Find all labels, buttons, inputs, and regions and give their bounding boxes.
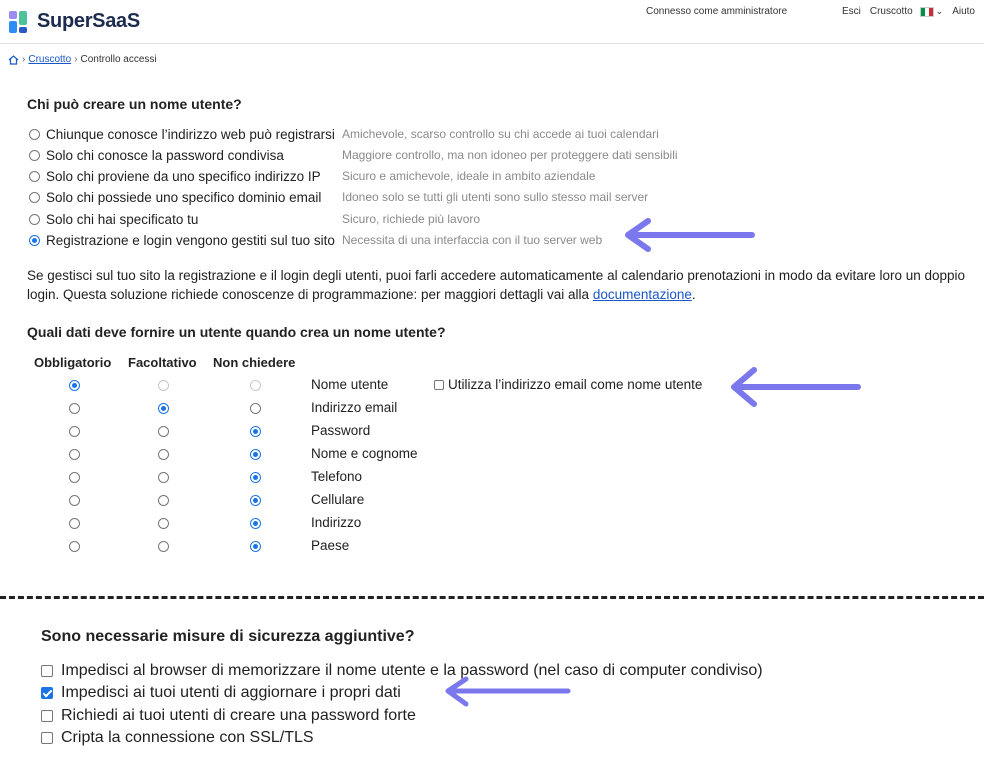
optional-radio[interactable] <box>158 403 169 414</box>
field-label: Cellulare <box>311 492 365 507</box>
who-option-radio[interactable] <box>29 150 40 161</box>
who-option-label: Solo chi conosce la password condivisa <box>46 147 284 163</box>
who-option-radio[interactable] <box>29 235 40 246</box>
field-row <box>0 490 600 512</box>
required-radio[interactable] <box>69 426 80 437</box>
explanation-end: . <box>691 287 696 302</box>
field-row <box>0 444 600 466</box>
explanation-paragraph <box>27 266 967 304</box>
required-radio[interactable] <box>69 449 80 460</box>
who-option-radio[interactable] <box>29 214 40 225</box>
required-radio[interactable] <box>69 518 80 529</box>
breadcrumb-current: Controllo accessi <box>80 54 157 65</box>
do-not-ask-radio[interactable] <box>250 449 261 460</box>
who-option-radio[interactable] <box>29 192 40 203</box>
annotation-arrow-icon <box>440 676 572 710</box>
who-option-label: Solo chi hai specificato tu <box>46 211 199 227</box>
field-label: Indirizzo email <box>311 400 398 415</box>
who-option[interactable] <box>29 145 678 165</box>
field-label: Paese <box>311 538 350 553</box>
breadcrumb <box>8 54 157 65</box>
documentation-link[interactable]: documentazione <box>592 287 692 302</box>
email-as-username-option[interactable] <box>434 377 702 392</box>
data-section-title: Quali dati deve fornire un utente quando crea un nome utente? <box>27 324 446 340</box>
explanation-text: Se gestisci sul tuo sito la registrazione e il login degli utenti, puoi farli accedere automaticamente al calendario prenotazioni in modo da evitare loro un doppio login. Questa soluzione richiede conoscenze di programmazione: per maggiori dettagli vai alla <box>27 268 966 302</box>
column-optional: Facoltativo <box>128 355 197 370</box>
security-option[interactable] <box>41 660 763 682</box>
top-nav <box>833 6 975 17</box>
required-radio <box>69 380 80 391</box>
do-not-ask-radio[interactable] <box>250 472 261 483</box>
chevron-down-icon[interactable]: ⌄ <box>935 6 944 16</box>
who-option[interactable] <box>29 230 602 250</box>
who-option-label: Registrazione e login vengono gestiti sul tuo sito <box>46 232 335 248</box>
security-option-checkbox[interactable] <box>41 710 53 722</box>
admin-status-label: Connesso come amministratore <box>646 6 788 17</box>
field-row <box>0 421 600 443</box>
breadcrumb-separator: › <box>22 54 26 65</box>
logo-mark-icon <box>9 11 31 33</box>
logout-link[interactable]: Esci <box>841 6 861 17</box>
dashboard-link[interactable]: Cruscotto <box>869 6 913 17</box>
required-radio[interactable] <box>69 403 80 414</box>
required-radio[interactable] <box>69 495 80 506</box>
annotation-arrow-icon <box>620 218 756 258</box>
who-option-radio[interactable] <box>29 171 40 182</box>
do-not-ask-radio <box>250 380 261 391</box>
security-option[interactable] <box>41 727 314 749</box>
optional-radio[interactable] <box>158 495 169 506</box>
security-option-checkbox[interactable] <box>41 732 53 744</box>
who-option-description: Maggiore controllo, ma non idoneo per proteggere dati sensibili <box>342 148 678 162</box>
do-not-ask-radio[interactable] <box>250 426 261 437</box>
help-link[interactable]: Aiuto <box>952 6 975 17</box>
top-header <box>0 0 984 44</box>
brand-name: SuperSaaS <box>37 10 140 32</box>
italian-flag-icon[interactable] <box>920 7 934 17</box>
field-row <box>0 467 600 489</box>
breadcrumb-separator: › <box>74 54 78 65</box>
who-option-description: Sicuro e amichevole, ideale in ambito aziendale <box>342 169 596 183</box>
optional-radio[interactable] <box>158 472 169 483</box>
who-option-label: Solo chi proviene da uno specifico indirizzo IP <box>46 168 321 184</box>
field-label: Password <box>311 423 371 438</box>
column-do-not-ask: Non chiedere <box>213 355 296 370</box>
security-option-label: Cripta la connessione con SSL/TLS <box>61 729 314 746</box>
email-as-username-checkbox[interactable] <box>434 380 444 390</box>
who-option[interactable] <box>29 209 480 229</box>
optional-radio[interactable] <box>158 449 169 460</box>
do-not-ask-radio[interactable] <box>250 518 261 529</box>
field-row <box>0 398 600 420</box>
security-option-label: Impedisci ai tuoi utenti di aggiornare i propri dati <box>61 684 401 701</box>
field-label: Nome e cognome <box>311 446 418 461</box>
who-section-title: Chi può creare un nome utente? <box>27 96 242 112</box>
field-label: Indirizzo <box>311 515 362 530</box>
annotation-arrow-icon <box>726 364 862 412</box>
who-option-label: Chiunque conosce l’indirizzo web può registrarsi <box>46 126 335 142</box>
security-section-title: Sono necessarie misure di sicurezza aggiuntive? <box>41 628 415 645</box>
who-option-description: Amichevole, scarso controllo su chi accede ai tuoi calendari <box>342 127 659 141</box>
field-label: Nome utente <box>311 377 389 392</box>
security-option-checkbox[interactable] <box>41 687 53 699</box>
field-row <box>0 513 600 535</box>
do-not-ask-radio[interactable] <box>250 403 261 414</box>
required-radio[interactable] <box>69 541 80 552</box>
who-option[interactable] <box>29 124 659 144</box>
security-option-checkbox[interactable] <box>41 665 53 677</box>
optional-radio[interactable] <box>158 426 169 437</box>
who-option-description: Sicuro, richiede più lavoro <box>342 212 481 226</box>
dashed-divider <box>0 596 984 599</box>
security-option-label: Impedisci al browser di memorizzare il nome utente e la password (nel caso di computer condiviso) <box>61 662 763 679</box>
who-option-description: Idoneo solo se tutti gli utenti sono sullo stesso mail server <box>342 190 649 204</box>
field-label: Telefono <box>311 469 363 484</box>
who-option-description: Necessita di una interfaccia con il tuo server web <box>342 233 603 247</box>
security-option[interactable] <box>41 682 401 704</box>
security-option[interactable] <box>41 705 416 727</box>
optional-radio[interactable] <box>158 541 169 552</box>
email-as-username-label: Utilizza l’indirizzo email come nome utente <box>448 377 703 392</box>
security-option-label: Richiedi ai tuoi utenti di creare una password forte <box>61 707 416 724</box>
column-required: Obbligatorio <box>34 355 112 370</box>
who-option-radio[interactable] <box>29 129 40 140</box>
breadcrumb-dashboard-link[interactable]: Cruscotto <box>28 54 72 65</box>
who-option[interactable] <box>29 187 648 207</box>
optional-radio <box>158 380 169 391</box>
field-row <box>0 536 600 558</box>
required-radio[interactable] <box>69 472 80 483</box>
supersaas-logo[interactable] <box>9 10 140 33</box>
home-icon[interactable] <box>8 55 19 65</box>
who-option[interactable] <box>29 166 595 186</box>
do-not-ask-radio[interactable] <box>250 495 261 506</box>
optional-radio[interactable] <box>158 518 169 529</box>
who-option-label: Solo chi possiede uno specifico dominio email <box>46 189 322 205</box>
do-not-ask-radio[interactable] <box>250 541 261 552</box>
